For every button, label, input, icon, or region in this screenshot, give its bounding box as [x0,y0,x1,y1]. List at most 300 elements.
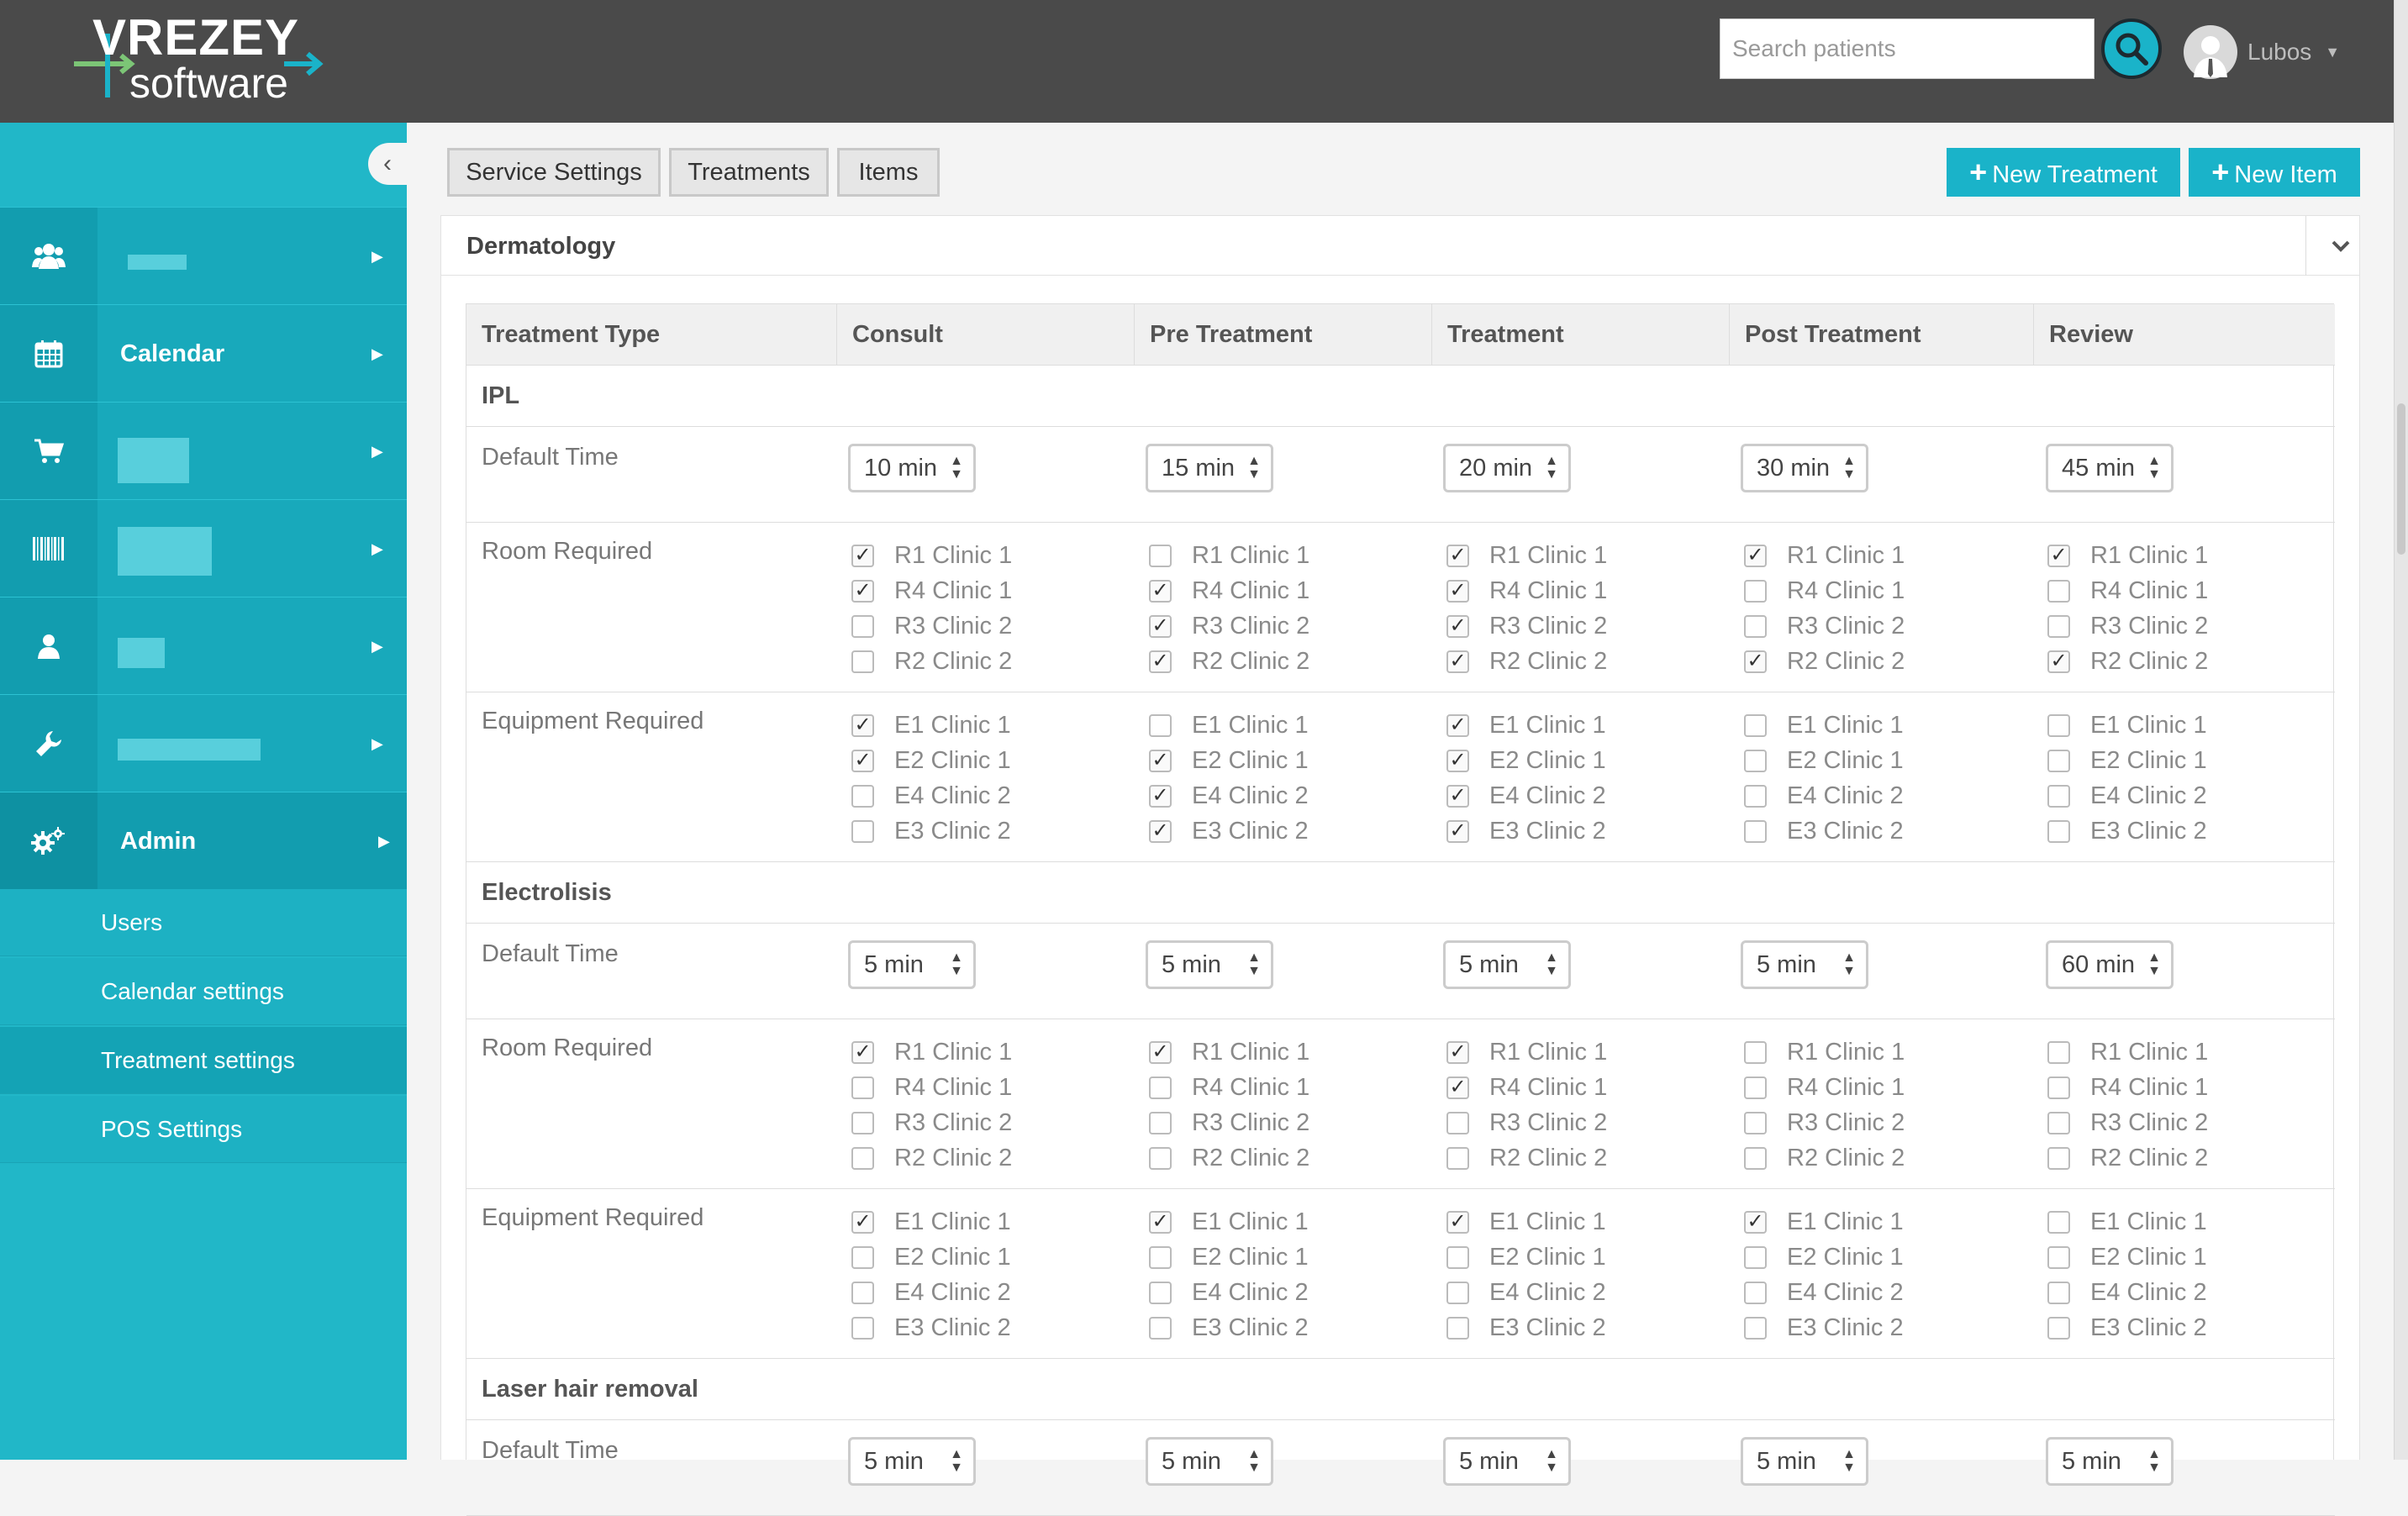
tab-treatments[interactable]: Treatments [669,148,829,197]
default-time-select[interactable] [1741,1437,1868,1486]
checkbox-unchecked-icon[interactable] [2047,1041,2070,1064]
select-value: 5 min [1162,1448,1221,1475]
checkbox-label: E2 Clinic 1 [1787,1243,1904,1271]
checkbox-unchecked-icon[interactable] [851,785,874,808]
checkbox-unchecked-icon[interactable] [2047,1112,2070,1134]
select-value: 5 min [1459,1448,1519,1475]
room-checkbox[interactable] [1744,1034,1905,1070]
logo-subtitle: software [129,60,288,107]
equipment-checkbox[interactable] [1149,743,1309,778]
checkbox-label: R3 Clinic 2 [1787,612,1905,640]
chevron-right-icon: ▶ [371,638,383,655]
checkbox-checked-icon[interactable]: ✓ [1149,785,1172,808]
room-checkbox[interactable] [1149,1034,1309,1070]
equipment-checkbox[interactable] [2047,1240,2207,1275]
chevron-right-icon: ▶ [371,345,383,362]
checkbox-unchecked-icon[interactable] [2047,820,2070,843]
select-value: 5 min [864,1448,924,1475]
equipment-checkbox[interactable] [2047,1275,2207,1310]
updown-icon: ▲ ▼ [2147,454,2161,482]
checkbox-unchecked-icon[interactable] [2047,1282,2070,1304]
checkbox-unchecked-icon[interactable] [2047,580,2070,603]
checkbox-unchecked-icon[interactable] [1744,1076,1767,1099]
equipment-checkbox[interactable] [1744,743,1904,778]
checkbox-unchecked-icon[interactable] [1446,1147,1469,1170]
checkbox-label: E2 Clinic 1 [894,746,1011,774]
default-time-select[interactable] [848,1437,976,1486]
sidebar-item-admin[interactable] [0,792,407,889]
default-time-select[interactable] [1443,1437,1571,1486]
checkbox-unchecked-icon[interactable] [851,1282,874,1304]
checkbox-unchecked-icon[interactable] [851,1076,874,1099]
sidebar-subitem-pos-settings[interactable]: POS Settings [0,1096,407,1163]
equipment-checkbox[interactable] [851,813,1011,849]
logo-wordmark: VREZEY [92,9,300,66]
checkbox-label: R1 Clinic 1 [1192,1038,1310,1066]
equipment-checkbox[interactable] [1149,1275,1309,1310]
chevron-right-icon: ▶ [378,833,390,850]
room-checkbox[interactable] [2047,538,2208,573]
sidebar-item-profile[interactable] [0,597,407,694]
checkbox-checked-icon[interactable]: ✓ [1446,545,1469,567]
checkbox-unchecked-icon[interactable] [2047,714,2070,737]
equipment-checkbox[interactable] [2047,1310,2207,1345]
scrollbar-thumb[interactable] [2397,403,2405,555]
checkbox-checked-icon[interactable]: ✓ [1446,1076,1469,1099]
checkbox-unchecked-icon[interactable] [1744,580,1767,603]
equipment-checkbox[interactable] [2047,1204,2207,1240]
checkbox-unchecked-icon[interactable] [1446,1246,1469,1269]
checkbox-unchecked-icon[interactable] [1744,750,1767,772]
room-checkbox[interactable] [2047,1034,2208,1070]
checkbox-label: E3 Clinic 2 [1489,817,1606,845]
default-time-select[interactable] [2046,940,2174,989]
room-checkbox[interactable] [1149,538,1309,573]
checkbox-label: E4 Clinic 2 [1192,1278,1309,1306]
equipment-checkbox[interactable] [1149,778,1309,813]
checkbox-unchecked-icon[interactable] [1446,1282,1469,1304]
default-time-select[interactable] [1443,940,1571,989]
checkbox-label: E4 Clinic 2 [2090,1278,2207,1306]
row-label: Default Time [482,1437,619,1464]
checkbox-label: E3 Clinic 2 [1192,817,1309,845]
checkbox-unchecked-icon[interactable] [1744,1147,1767,1170]
room-checkbox[interactable] [1149,1070,1309,1105]
equipment-checkbox[interactable] [1446,1240,1606,1275]
checkbox-label: E1 Clinic 1 [894,711,1011,739]
checkbox-label: R1 Clinic 1 [894,541,1013,569]
room-checkbox[interactable] [2047,608,2208,644]
equipment-checkbox[interactable] [1149,1204,1309,1240]
row-label: Room Required [482,538,653,565]
treatment-type-name: IPL [466,366,2335,427]
room-checkbox[interactable] [1446,608,1607,644]
checkbox-label: R2 Clinic 2 [1192,1144,1310,1171]
room-checkbox[interactable] [851,538,1012,573]
checkbox-unchecked-icon[interactable] [2047,1317,2070,1340]
room-checkbox[interactable] [1446,538,1607,573]
checkbox-checked-icon[interactable]: ✓ [851,580,874,603]
checkbox-label: E2 Clinic 1 [1489,746,1606,774]
equipment-checkbox[interactable] [1446,1275,1606,1310]
default-time-select[interactable] [2046,444,2174,492]
updown-icon: ▲ ▼ [2147,950,2161,978]
redacted-label [118,638,165,668]
redacted-label [128,255,187,270]
checkbox-unchecked-icon[interactable] [851,1147,874,1170]
checkbox-label: E4 Clinic 2 [1787,1278,1904,1306]
checkbox-label: R3 Clinic 2 [2090,612,2209,640]
equipment-checkbox[interactable] [1744,778,1904,813]
checkbox-checked-icon[interactable]: ✓ [1149,750,1172,772]
user-menu[interactable] [2184,25,2340,79]
checkbox-checked-icon[interactable]: ✓ [1446,714,1469,737]
room-checkbox[interactable] [1446,1070,1607,1105]
sidebar-item-patients[interactable] [0,207,407,304]
chevron-left-icon: ‹ [383,150,392,177]
checkbox-unchecked-icon[interactable] [1149,714,1172,737]
checkbox-unchecked-icon[interactable] [1744,785,1767,808]
checkbox-unchecked-icon[interactable] [851,1317,874,1340]
checkbox-label: E2 Clinic 1 [1192,746,1309,774]
checkbox-unchecked-icon[interactable] [2047,1147,2070,1170]
plus-icon: + [1969,155,1988,189]
chevron-right-icon: ▶ [371,540,383,557]
checkbox-label: E4 Clinic 2 [1787,782,1904,809]
updown-icon: ▲ ▼ [1247,950,1261,978]
row-label: Equipment Required [482,708,704,734]
checkbox-unchecked-icon[interactable] [1744,1246,1767,1269]
checkbox-label: R4 Clinic 1 [1192,1073,1310,1101]
checkbox-label: R2 Clinic 2 [894,1144,1013,1171]
select-value: 60 min [2062,951,2136,978]
checkbox-checked-icon[interactable]: ✓ [1446,1211,1469,1234]
checkbox-checked-icon[interactable]: ✓ [1446,580,1469,603]
checkbox-label: E1 Clinic 1 [1489,711,1606,739]
checkbox-unchecked-icon[interactable] [2047,615,2070,638]
select-value: 5 min [1162,951,1221,978]
wrench-icon [0,695,97,792]
room-checkbox[interactable] [1744,1070,1905,1105]
checkbox-label: R4 Clinic 1 [1787,1073,1905,1101]
column-header: Pre Treatment [1135,304,1432,366]
select-value: 5 min [1757,1448,1816,1475]
updown-icon: ▲ ▼ [1842,1447,1856,1475]
default-time-select[interactable] [1146,1437,1273,1486]
equipment-checkbox[interactable] [2047,778,2207,813]
checkbox-label: E4 Clinic 2 [1489,1278,1606,1306]
room-checkbox[interactable] [1744,1140,1905,1176]
checkbox-label: E3 Clinic 2 [1192,1313,1309,1341]
checkbox-checked-icon[interactable]: ✓ [851,545,874,567]
equipment-checkbox[interactable] [1446,813,1606,849]
checkbox-unchecked-icon[interactable] [2047,785,2070,808]
user-icon [0,597,97,695]
select-value: 5 min [864,951,924,978]
room-checkbox[interactable] [2047,1140,2208,1176]
updown-icon: ▲ ▼ [1545,454,1558,482]
equipment-checkbox[interactable] [1744,1310,1904,1345]
equipment-checkbox[interactable] [851,708,1011,743]
sidebar-subitem-calendar-settings[interactable]: Calendar settings [0,958,407,1025]
equipment-checkbox[interactable] [2047,708,2207,743]
checkbox-checked-icon[interactable]: ✓ [1149,1041,1172,1064]
select-value: 20 min [1459,455,1533,482]
default-time-select[interactable] [1741,940,1868,989]
checkbox-unchecked-icon[interactable] [1744,615,1767,638]
room-checkbox[interactable] [851,1034,1012,1070]
sidebar-item-shop[interactable] [0,402,407,499]
sidebar-subitem-treatment-settings[interactable]: Treatment settings [0,1027,407,1094]
checkbox-checked-icon[interactable]: ✓ [1149,820,1172,843]
default-time-select[interactable] [1443,444,1571,492]
panel-header[interactable] [440,215,2360,276]
checkbox-checked-icon[interactable]: ✓ [1744,545,1767,567]
chevron-right-icon: ▶ [371,248,383,265]
sidebar-item-label: Admin [120,828,197,855]
checkbox-checked-icon[interactable]: ✓ [1446,1041,1469,1064]
checkbox-checked-icon[interactable]: ✓ [1149,1211,1172,1234]
sidebar-item-calendar[interactable] [0,304,407,402]
default-time-select[interactable] [848,444,976,492]
sidebar-item-inventory[interactable] [0,499,407,597]
checkbox-unchecked-icon[interactable] [851,1112,874,1134]
checkbox-unchecked-icon[interactable] [1744,714,1767,737]
checkbox-checked-icon[interactable]: ✓ [1446,820,1469,843]
equipment-checkbox[interactable] [2047,813,2207,849]
checkbox-label: R3 Clinic 2 [1489,1108,1608,1136]
row-label: Equipment Required [482,1204,704,1231]
default-time-select[interactable] [848,940,976,989]
column-header: Review [2034,304,2335,366]
equipment-checkbox[interactable] [851,1275,1011,1310]
checkbox-label: R3 Clinic 2 [1787,1108,1905,1136]
equipment-checkbox[interactable] [1446,778,1606,813]
updown-icon: ▲ ▼ [1842,454,1856,482]
sidebar [0,123,407,1460]
checkbox-checked-icon[interactable]: ✓ [1744,1211,1767,1234]
row-label: Default Time [482,444,619,471]
default-time-select[interactable] [1146,940,1273,989]
checkbox-unchecked-icon[interactable] [1149,1246,1172,1269]
checkbox-unchecked-icon[interactable] [1149,1147,1172,1170]
checkbox-label: R2 Clinic 2 [1489,647,1608,675]
checkbox-label: E3 Clinic 2 [894,1313,1011,1341]
checkbox-checked-icon[interactable]: ✓ [851,1041,874,1064]
checkbox-unchecked-icon[interactable] [2047,1246,2070,1269]
chevron-right-icon: ▶ [371,735,383,752]
checkbox-checked-icon[interactable]: ✓ [851,714,874,737]
barcode-icon [0,500,97,597]
table-row [466,1420,2335,1516]
tab-service-settings[interactable]: Service Settings [447,148,661,197]
room-checkbox[interactable] [2047,1070,2208,1105]
checkbox-label: E4 Clinic 2 [2090,782,2207,809]
tab-items[interactable]: Items [837,148,940,197]
checkbox-checked-icon[interactable]: ✓ [1149,615,1172,638]
redacted-label [118,527,212,576]
room-checkbox[interactable] [851,573,1012,608]
checkbox-unchecked-icon[interactable] [1446,1112,1469,1134]
column-header: Treatment [1432,304,1730,366]
room-checkbox[interactable] [851,644,1012,679]
equipment-checkbox[interactable] [1744,1204,1904,1240]
checkbox-checked-icon[interactable]: ✓ [2047,650,2070,673]
checkbox-unchecked-icon[interactable] [1744,1317,1767,1340]
checkbox-label: R1 Clinic 1 [2090,1038,2209,1066]
room-checkbox[interactable] [1744,644,1905,679]
checkbox-unchecked-icon[interactable] [851,820,874,843]
equipment-checkbox[interactable] [1446,743,1606,778]
column-header: Treatment Type [466,304,837,366]
sidebar-collapse-button[interactable] [368,143,407,185]
room-checkbox[interactable] [1149,1105,1309,1140]
caret-down-icon: ▼ [2325,43,2341,61]
room-checkbox[interactable] [1446,644,1607,679]
chevron-down-icon[interactable] [2321,216,2361,276]
checkbox-label: R3 Clinic 2 [1489,612,1608,640]
equipment-checkbox[interactable] [1744,813,1904,849]
room-checkbox[interactable] [851,1070,1012,1105]
checkbox-unchecked-icon[interactable] [851,650,874,673]
updown-icon: ▲ ▼ [1247,454,1261,482]
checkbox-label: R1 Clinic 1 [1787,541,1905,569]
select-value: 10 min [864,455,938,482]
room-checkbox[interactable] [1149,644,1309,679]
checkbox-label: R3 Clinic 2 [1192,1108,1310,1136]
room-checkbox[interactable] [1446,1140,1607,1176]
equipment-checkbox[interactable] [851,1310,1011,1345]
checkbox-unchecked-icon[interactable] [1149,1317,1172,1340]
equipment-checkbox[interactable] [851,1240,1011,1275]
checkbox-unchecked-icon[interactable] [2047,750,2070,772]
row-label: Default Time [482,940,619,967]
checkbox-checked-icon[interactable]: ✓ [1446,615,1469,638]
room-checkbox[interactable] [2047,1105,2208,1140]
updown-icon: ▲ ▼ [950,950,963,978]
room-checkbox[interactable] [1149,1140,1309,1176]
checkbox-unchecked-icon[interactable] [851,1246,874,1269]
checkbox-unchecked-icon[interactable] [1744,820,1767,843]
calendar-icon [0,305,97,403]
room-checkbox[interactable] [1149,573,1309,608]
checkbox-checked-icon[interactable]: ✓ [1446,785,1469,808]
checkbox-unchecked-icon[interactable] [2047,1076,2070,1099]
checkbox-unchecked-icon[interactable] [1744,1282,1767,1304]
search-input[interactable] [1720,18,2094,79]
room-checkbox[interactable] [851,1105,1012,1140]
equipment-checkbox[interactable] [1446,1204,1606,1240]
room-checkbox[interactable] [1446,1105,1607,1140]
equipment-checkbox[interactable] [1744,708,1904,743]
equipment-checkbox[interactable] [1149,1310,1309,1345]
checkbox-unchecked-icon[interactable] [1149,1282,1172,1304]
checkbox-label: R1 Clinic 1 [894,1038,1013,1066]
equipment-checkbox[interactable] [1744,1275,1904,1310]
room-checkbox[interactable] [851,1140,1012,1176]
panel-title: Dermatology [466,233,616,260]
equipment-checkbox[interactable] [1446,708,1606,743]
checkbox-unchecked-icon[interactable] [1149,1112,1172,1134]
equipment-checkbox[interactable] [1446,1310,1606,1345]
cart-icon [0,403,97,500]
new-item-button[interactable] [2189,148,2360,197]
default-time-select[interactable] [1741,444,1868,492]
select-value: 30 min [1757,455,1831,482]
room-checkbox[interactable] [2047,573,2208,608]
equipment-checkbox[interactable] [1149,813,1309,849]
checkbox-checked-icon[interactable]: ✓ [1446,750,1469,772]
checkbox-checked-icon[interactable]: ✓ [851,1211,874,1234]
equipment-checkbox[interactable] [2047,743,2207,778]
checkbox-label: E1 Clinic 1 [1787,1208,1904,1235]
checkbox-unchecked-icon[interactable] [1149,1076,1172,1099]
new-treatment-button[interactable] [1947,148,2180,197]
table-row [466,692,2335,862]
sidebar-item-tools[interactable] [0,694,407,792]
column-header: Consult [837,304,1135,366]
checkbox-checked-icon[interactable]: ✓ [851,750,874,772]
users-icon [0,208,97,305]
checkbox-unchecked-icon[interactable] [2047,1211,2070,1234]
page-scrollbar[interactable] [2394,0,2408,1460]
room-checkbox[interactable] [1149,608,1309,644]
checkbox-unchecked-icon[interactable] [1744,1112,1767,1134]
updown-icon: ▲ ▼ [1842,950,1856,978]
room-checkbox[interactable] [1446,573,1607,608]
equipment-checkbox[interactable] [1149,708,1309,743]
equipment-checkbox[interactable] [851,743,1011,778]
checkbox-unchecked-icon[interactable] [1149,545,1172,567]
checkbox-label: R4 Clinic 1 [1192,576,1310,604]
equipment-checkbox[interactable] [851,778,1011,813]
room-checkbox[interactable] [851,608,1012,644]
sidebar-subitem-users[interactable]: Users [0,889,407,956]
default-time-select[interactable] [2046,1437,2174,1486]
room-checkbox[interactable] [1744,573,1905,608]
room-checkbox[interactable] [2047,644,2208,679]
checkbox-unchecked-icon[interactable] [1744,1041,1767,1064]
checkbox-label: E4 Clinic 2 [894,1278,1011,1306]
default-time-select[interactable] [1146,444,1273,492]
equipment-checkbox[interactable] [1149,1240,1309,1275]
checkbox-checked-icon[interactable]: ✓ [1446,650,1469,673]
checkbox-label: R2 Clinic 2 [1787,647,1905,675]
room-checkbox[interactable] [1446,1034,1607,1070]
room-checkbox[interactable] [1744,1105,1905,1140]
select-value: 45 min [2062,455,2136,482]
checkbox-checked-icon[interactable]: ✓ [1149,650,1172,673]
checkbox-label: R2 Clinic 2 [1192,647,1310,675]
search-button[interactable] [2101,18,2162,79]
top-bar [0,0,2394,123]
checkbox-label: E4 Clinic 2 [894,782,1011,809]
checkbox-checked-icon[interactable]: ✓ [1149,580,1172,603]
checkbox-unchecked-icon[interactable] [1446,1317,1469,1340]
equipment-checkbox[interactable] [851,1204,1011,1240]
room-checkbox[interactable] [1744,538,1905,573]
checkbox-checked-icon[interactable]: ✓ [2047,545,2070,567]
checkbox-unchecked-icon[interactable] [851,615,874,638]
equipment-checkbox[interactable] [1744,1240,1904,1275]
checkbox-checked-icon[interactable]: ✓ [1744,650,1767,673]
column-header: Post Treatment [1730,304,2034,366]
room-checkbox[interactable] [1744,608,1905,644]
select-value: 5 min [1459,951,1519,978]
plus-icon: + [2211,155,2230,189]
checkbox-label: R4 Clinic 1 [1787,576,1905,604]
logo[interactable] [74,9,326,108]
